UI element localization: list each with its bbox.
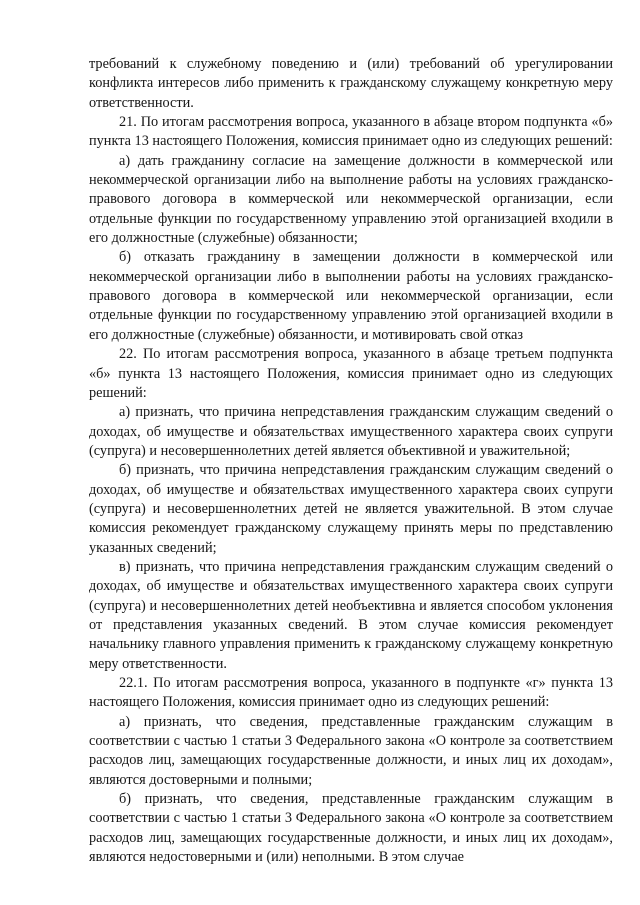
paragraph-22-1: 22.1. По итогам рассмотрения вопроса, указанного в подпункте «г» пункта 13 настоящего Положения, комиссия принимает одно из следующих решений:: [89, 675, 613, 711]
document-body: [89, 55, 613, 867]
paragraph-22: 22. По итогам рассмотрения вопроса, указанного в абзаце третьем подпункта «б» пункта 13 настоящего Положения, комиссия принимает одно из следующих решений:: [89, 346, 613, 401]
paragraph-21-b: б) отказать гражданину в замещении должности в коммерческой или некоммерческой организации либо в выполнении работы на условиях гражданско-правового договора в коммерческой или некоммерческой организации, если отдельные функции по государственному управлению этой организацией входили в его должностные (служебные) обязанности, и мотивировать свой отказ: [89, 249, 613, 343]
paragraph-21-a: а) дать гражданину согласие на замещение должности в коммерческой или некоммерческой организации либо на выполнение работы на условиях гражданско-правового договора в коммерческой или некоммерческой организации, если отдельные функции по государственному управлению этой организацией входили в его должностные (служебные) обязанности;: [89, 152, 613, 247]
paragraph-22-a: а) признать, что причина непредставления гражданским служащим сведений о доходах, об имуществе и обязательствах имущественного характера своих супруги (супруга) и несовершеннолетних детей является объективной и уважительной;: [89, 404, 613, 459]
paragraph-22-c: в) признать, что причина непредставления гражданским служащим сведений о доходах, об имуществе и обязательствах имущественного характера своих супруги (супруга) и несовершеннолетних детей необъективна и является способом уклонения от представления указанных сведений. В этом случае комиссия рекомендует начальнику главного управления применить к гражданскому служащему конкретную меру ответственности.: [89, 558, 613, 672]
paragraph-22-1-a: а) признать, что сведения, представленные гражданским служащим в соответствии с частью 1 статьи 3 Федерального закона «О контроле за соответствием расходов лиц, замещающих государственные должности, и иных лиц их доходам», являются достоверными и полными;: [89, 713, 613, 788]
paragraph-22-b: б) признать, что причина непредставления гражданским служащим сведений о доходах, об имуществе и обязательствах имущественного характера своих супруги (супруга) и несовершеннолетних детей не является уважительной. В этом случае комиссия рекомендует гражданскому служащему принять меры по представлению указанных сведений;: [89, 462, 613, 556]
paragraph-22-1-b: б) признать, что сведения, представленные гражданским служащим в соответствии с частью 1 статьи 3 Федерального закона «О контроле за соответствием расходов лиц, замещающих государственные должности, и иных лиц их доходам», являются недостоверными и (или) неполными. В этом случае: [89, 791, 613, 866]
paragraph-continuation: требований к служебному поведению и (или) требований об урегулировании конфликта интересов либо применить к гражданскому служащему конкретную меру ответственности.: [89, 56, 613, 111]
paragraph-21: 21. По итогам рассмотрения вопроса, указанного в абзаце втором подпункта «б» пункта 13 настоящего Положения, комиссия принимает одно из следующих решений:: [89, 114, 613, 150]
